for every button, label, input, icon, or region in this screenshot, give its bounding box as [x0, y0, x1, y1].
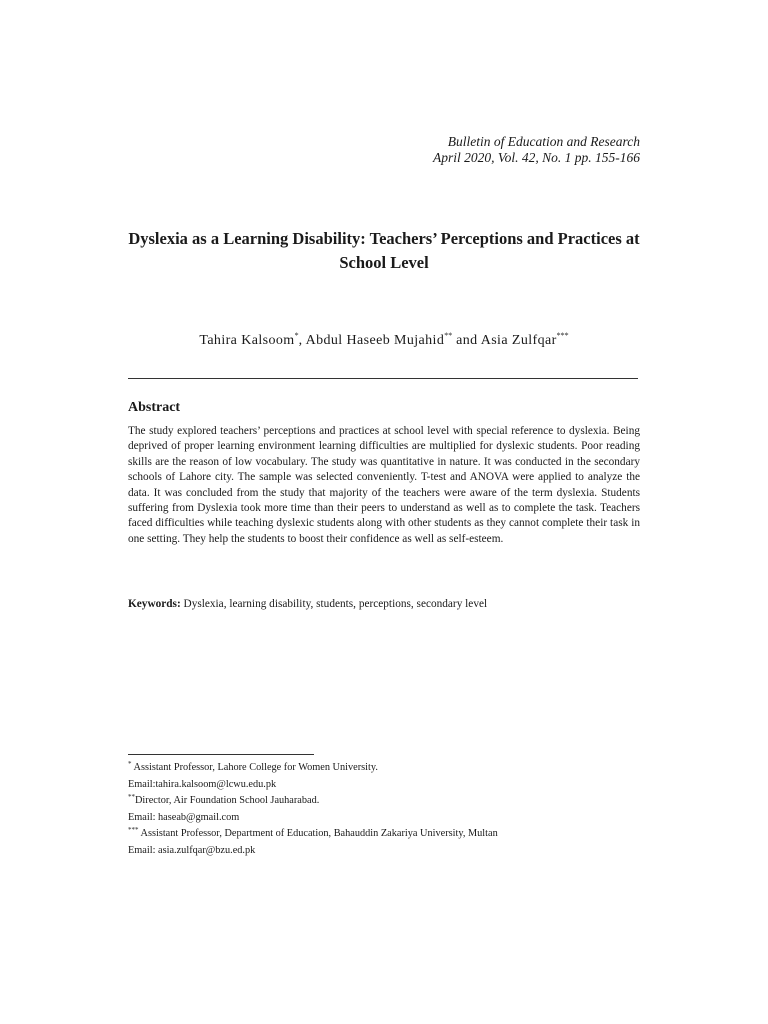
author-list — [128, 331, 640, 349]
author-affiliation-mark: ** — [444, 331, 453, 340]
keywords-label: Keywords: — [128, 598, 181, 610]
footnote-email: Email: haseab@gmail.com — [128, 811, 240, 823]
footnote-line — [128, 824, 640, 841]
footnote-divider — [128, 754, 314, 755]
footnote-mark: * — [128, 760, 132, 768]
footnotes — [128, 758, 640, 858]
footnote-email: Email: asia.zulfqar@bzu.ed.pk — [128, 844, 256, 856]
footnote-line — [128, 841, 640, 858]
author-separator: , — [298, 333, 306, 348]
footnote-email: Email:tahira.kalsoom@lcwu.edu.pk — [128, 778, 277, 790]
author-affiliation-mark: *** — [556, 331, 569, 340]
footnote-text: Assistant Professor, Department of Education, Bahauddin Zakariya University, Multan — [138, 828, 498, 840]
footnote-line — [128, 808, 640, 825]
author-name: Tahira Kalsoom — [199, 333, 295, 348]
keywords — [128, 597, 640, 612]
abstract-heading: Abstract — [128, 400, 181, 415]
footnote-line — [128, 758, 640, 775]
footnote-line — [128, 775, 640, 792]
footnote-mark: *** — [128, 826, 139, 835]
header-divider — [128, 378, 638, 379]
author-name: Abdul Haseeb Mujahid — [305, 333, 445, 348]
author-name: Asia Zulfqar — [480, 333, 557, 348]
footnote-line — [128, 791, 640, 808]
paper-title: Dyslexia as a Learning Disability: Teachers’ Perceptions and Practices at School Level — [128, 229, 640, 272]
journal-header — [433, 134, 640, 166]
author-affiliation-mark: * — [294, 331, 299, 340]
journal-name: Bulletin of Education and Research — [447, 134, 640, 149]
keywords-text: Dyslexia, learning disability, students, perceptions, secondary level — [180, 598, 488, 610]
footnote-mark: ** — [128, 793, 135, 802]
journal-issue: April 2020, Vol. 42, No. 1 pp. 155-166 — [432, 150, 640, 165]
footnote-text: Assistant Professor, Lahore College for Women University. — [131, 762, 378, 773]
abstract-text: The study explored teachers’ perceptions and practices at school level with special reference to dyslexia. Being deprived of proper learning environment learning difficulties are multiplied for dyslexic students. Poor reading skills are the reason of low vocabulary. The study was quantitative in nature. It was conducted in the secondary schools of Lahore city. The sample was selected conveniently. T-test and ANOVA were applied to analyze the data. It was concluded from the study that majority of the teachers were aware of the term dyslexia. Students suffering from Dyslexia took more time than their peers to understand as well as to complete the task. Teachers faced difficulties while teaching dyslexic students along with other students as they cannot complete their task in one setting. They help the students to boost their confidence as well as self-esteem. — [128, 425, 640, 545]
footnote-text: Director, Air Foundation School Jauharabad. — [135, 795, 320, 807]
author-separator: and — [452, 333, 481, 348]
